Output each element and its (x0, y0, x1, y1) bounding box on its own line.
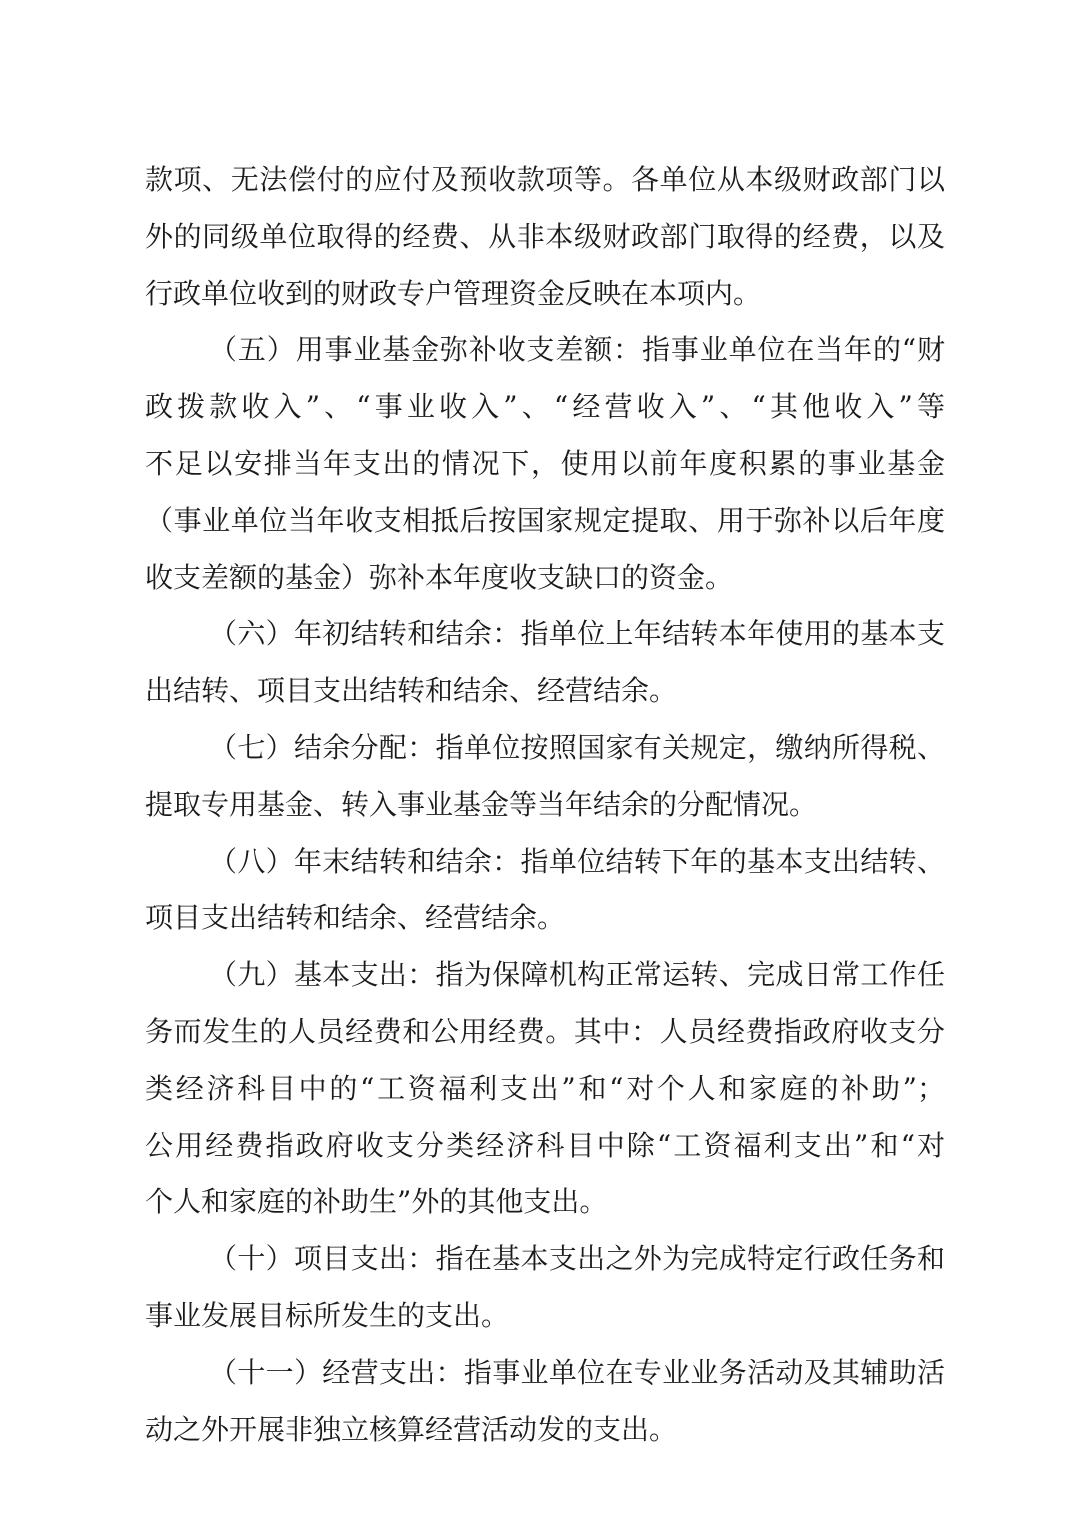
text-line: 动之外开展非独立核算经营活动发的支出。 (145, 1412, 678, 1446)
text-line: 务而发生的人员经费和公用经费。其中：人员经费指政府收支分 (145, 1014, 945, 1048)
text-line: 外的同级单位取得的经费、从非本级财政部门取得的经费，以及 (145, 219, 945, 253)
paragraph-start-line: （九）基本支出：指为保障机构正常运转、完成日常工作任 (209, 958, 945, 992)
text-line: 提取专用基金、转入事业基金等当年结余的分配情况。 (145, 787, 818, 821)
text-line: 款项、无法偿付的应付及预收款项等。各单位从本级财政部门以 (145, 163, 945, 196)
document-body (145, 152, 945, 1458)
text-line: 个人和家庭的补助生”外的其他支出。 (145, 1185, 608, 1219)
text-line: 不足以安排当年支出的情况下，使用以前年度积累的事业基金 (145, 446, 945, 480)
paragraph-start-line: （六）年初结转和结余：指单位上年结转本年使用的基本支 (209, 617, 945, 651)
text-line: 类经济科目中的“工资福利支出”和“对个人和家庭的补助”； (145, 1071, 945, 1105)
text-line: 行政单位收到的财政专户管理资金反映在本项内。 (145, 276, 762, 310)
text-line: 政拨款收入”、“事业收入”、“经营收入”、“其他收入”等 (145, 390, 945, 424)
text-line: 出结转、项目支出结转和结余、经营结余。 (145, 674, 678, 708)
text-line: 事业发展目标所发生的支出。 (145, 1298, 510, 1332)
text-line: 公用经费指政府收支分类经济科目中除“工资福利支出”和“对 (145, 1128, 945, 1162)
paragraph-start-line: （十）项目支出：指在基本支出之外为完成特定行政任务和 (209, 1242, 945, 1276)
text-line: （事业单位当年收支相抵后按国家规定提取、用于弥补以后年度 (145, 503, 945, 537)
paragraph-start-line: （七）结余分配：指单位按照国家有关规定，缴纳所得税、 (209, 730, 945, 764)
paragraph-start-line: （五）用事业基金弥补收支差额：指事业单位在当年的“财 (209, 333, 945, 367)
text-line: 收支差额的基金）弥补本年度收支缺口的资金。 (145, 560, 734, 594)
text-line: 项目支出结转和结余、经营结余。 (145, 901, 566, 935)
paragraph-start-line: （八）年末结转和结余：指单位结转下年的基本支出结转、 (209, 844, 945, 878)
paragraph-start-line: （十一）经营支出：指事业单位在专业业务活动及其辅助活 (209, 1355, 945, 1389)
